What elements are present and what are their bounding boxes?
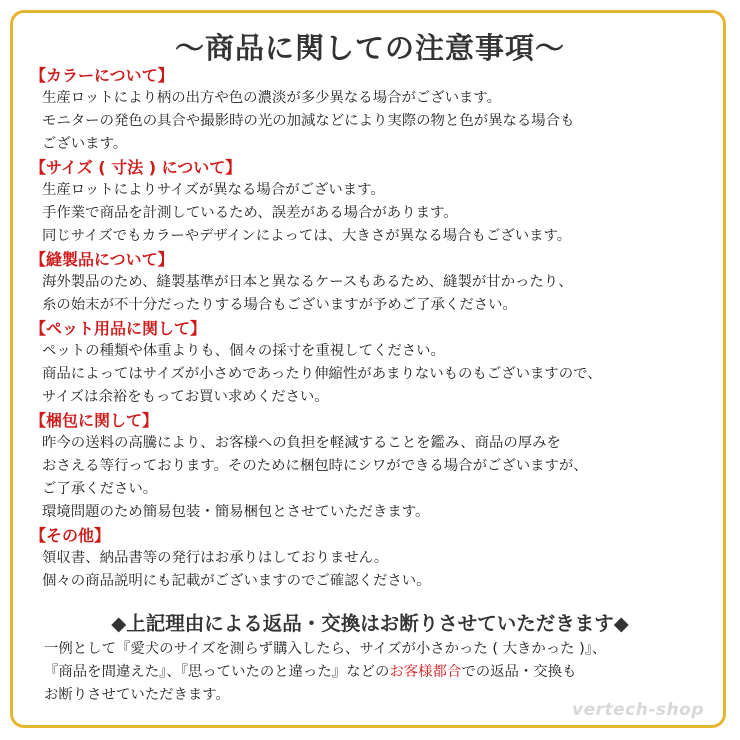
section-line: 環境問題のため簡易包装・簡易梱包とさせていただきます。 [42, 504, 430, 520]
section-line: おさえる等行っております。そのために梱包時にシワができる場合がございますが、 [42, 458, 588, 474]
section-packaging [30, 409, 720, 524]
section-pet-goods [30, 317, 720, 409]
return-policy-line [44, 661, 724, 684]
section-heading: 【その他】 [30, 526, 111, 545]
section-line: 手作業で商品を計測しているため、誤差がある場合があります。 [42, 205, 458, 221]
section-line: ご了承ください。 [42, 481, 158, 497]
section-line: サイズは余裕をもってお買い求めください。 [42, 389, 329, 405]
section-line: 同じサイズでもカラーやデザインによっては、大きさが異なる場合もございます。 [42, 228, 572, 244]
section-line: 生産ロットによりサイズが異なる場合がございます。 [42, 182, 385, 198]
section-line: モニターの発色の具合や撮影時の光の加減などにより実際の物と色が異なる場合も [42, 113, 575, 129]
section-other [30, 524, 720, 593]
section-color [30, 64, 720, 156]
section-line: 商品によってはサイズが小さめであったり伸縮性があまりないものもございますので、 [42, 366, 602, 382]
section-heading: 【ペット用品に関して】 [30, 319, 207, 338]
return-policy-text: での返品・交換も [461, 664, 577, 680]
section-heading: 【梱包に関して】 [30, 411, 159, 430]
return-policy-text: 『商品を間違えた』、『思っていたのと違った』などの [44, 664, 390, 680]
return-policy-line: お断りさせていただきます。 [44, 687, 230, 703]
section-line: 海外製品のため、縫製基準が日本と異なるケースもあるため、縫製が甘かったり、 [42, 274, 573, 290]
section-heading: 【サイズ ( 寸法 ) について】 [30, 158, 242, 177]
section-line: 糸の始末が不十分だったりする場合もございますが予めご了承ください。 [42, 297, 517, 313]
section-line: ペットの種類や体重よりも、個々の採寸を重視してください。 [42, 343, 445, 359]
shop-watermark: vertech-shop [572, 700, 704, 720]
section-sewing [30, 248, 720, 317]
section-line: 昨今の送料の高騰により、お客様への負担を軽減することを鑑み、商品の厚みを [42, 435, 561, 451]
section-line: 個々の商品説明にも記載がございますのでご確認ください。 [42, 573, 431, 589]
notice-sections [30, 64, 720, 593]
page-title: 〜商品に関しての注意事項〜 [174, 31, 565, 65]
return-policy-heading: ◆上記理由による返品・交換はお断りさせていただきます◆ [111, 612, 629, 635]
section-line: 領収書、納品書等の発行はお承りはしておりません。 [42, 550, 389, 566]
section-line: 生産ロットにより柄の出方や色の濃淡が多少異なる場合がございます。 [42, 90, 502, 106]
return-policy-body [44, 638, 724, 707]
section-line: ございます。 [42, 136, 128, 152]
section-heading: 【カラーについて】 [30, 66, 174, 85]
section-heading: 【縫製品について】 [30, 250, 174, 269]
customer-convenience-highlight: お客様都合 [389, 664, 462, 680]
section-size [30, 156, 720, 248]
return-policy-line: 一例として『愛犬のサイズを測らず購入したら、サイズが小さかった ( 大きかった )』、 [44, 641, 607, 657]
